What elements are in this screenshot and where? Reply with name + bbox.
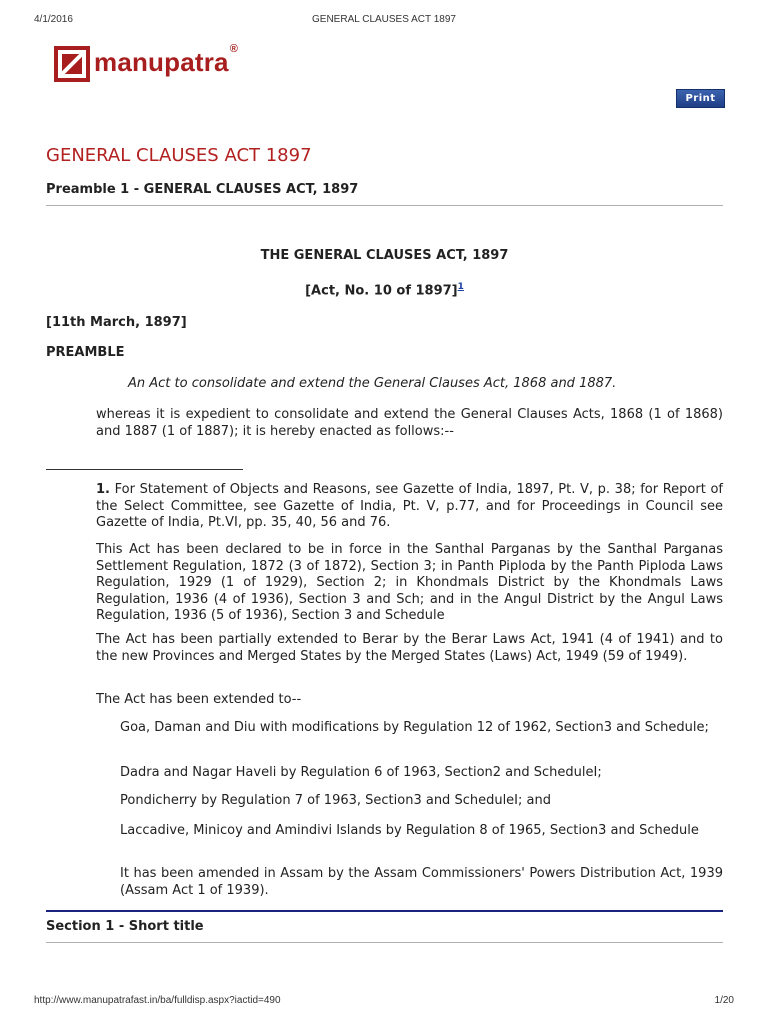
- print-title: GENERAL CLAUSES ACT 1897: [312, 14, 456, 25]
- print-button[interactable]: Print: [676, 89, 725, 108]
- section-divider: [46, 910, 723, 912]
- footer-url: http://www.manupatrafast.in/ba/fulldisp.aspx?iactid=490: [34, 995, 281, 1006]
- act-number: [46, 282, 723, 298]
- page-number: 1/20: [714, 995, 734, 1006]
- section-underline: [46, 942, 723, 943]
- long-title: An Act to consolidate and extend the General Clauses Act, 1868 and 1887.: [128, 376, 617, 391]
- extension-assam: It has been amended in Assam by the Assam Commissioners' Powers Distribution Act, 1939 (Assam Act 1 of 1939).: [120, 866, 723, 898]
- print-date: 4/1/2016: [34, 14, 73, 25]
- santhal-paragraph: This Act has been declared to be in force in the Santhal Parganas by the Santhal Parganas Settlement Regulation, 1872 (3 of 1872), Section 3; in Panth Piploda by the Panth Piploda Laws Regulation, 1929 (1 of 1929), Section 2; in Khondmals District by the Khondmals Laws Regulation, 1936 (4 of 1936), Section 3 and Sch; and in the Angul District by the Angul Laws Regulation, 1936 (5 of 1936), Section 3 and Schedule: [96, 542, 723, 623]
- footnote-number: 1.: [96, 482, 110, 497]
- preamble-label: PREAMBLE: [46, 345, 125, 360]
- manupatra-logo-icon: [54, 46, 90, 82]
- section-1-heading[interactable]: Section 1 - Short title: [46, 919, 204, 934]
- berar-paragraph: The Act has been partially extended to Berar by the Berar Laws Act, 1941 (4 of 1941) and to the new Provinces and Merged States by the Merged States (Laws) Act, 1949 (59 of 1949).: [96, 632, 723, 664]
- footnote-text: For Statement of Objects and Reasons, see Gazette of India, 1897, Pt. V, p. 38; for Report of the Select Committee, see Gazette of India, Pt. V, p.77, and for Proceedings in Council see Gazette of India, Pt.VI, pp. 35, 40, 56 and 76.: [96, 482, 723, 530]
- brand-name: manupatra®: [94, 42, 239, 77]
- extended-paragraph: The Act has been extended to--: [96, 692, 302, 707]
- extension-goa: Goa, Daman and Diu with modifications by Regulation 12 of 1962, Section3 and Schedule;: [120, 720, 709, 735]
- center-title: THE GENERAL CLAUSES ACT, 1897: [260, 248, 509, 263]
- divider: [46, 205, 723, 206]
- date-line: [11th March, 1897]: [46, 315, 187, 330]
- extension-dadra: Dadra and Nagar Haveli by Regulation 6 of 1963, Section2 and ScheduleI;: [120, 765, 602, 780]
- footnote-link[interactable]: 1: [457, 282, 464, 292]
- extension-laccadive: Laccadive, Minicoy and Amindivi Islands by Regulation 8 of 1965, Section3 and Schedule: [120, 823, 699, 838]
- preamble-heading: Preamble 1 - GENERAL CLAUSES ACT, 1897: [46, 182, 359, 197]
- act-number-text: [Act, No. 10 of 1897]: [305, 283, 458, 299]
- whereas-paragraph: whereas it is expedient to consolidate and extend the General Clauses Acts, 1868 (1 of 1868) and 1887 (1 of 1887); it is hereby enacted as follows:--: [96, 407, 723, 439]
- brand-logo[interactable]: [54, 44, 238, 84]
- footnote-rule: [46, 469, 243, 470]
- extension-pondicherry: Pondicherry by Regulation 7 of 1963, Section3 and ScheduleI; and: [120, 793, 551, 808]
- act-title: GENERAL CLAUSES ACT 1897: [46, 145, 312, 166]
- footnote-1: [96, 482, 723, 532]
